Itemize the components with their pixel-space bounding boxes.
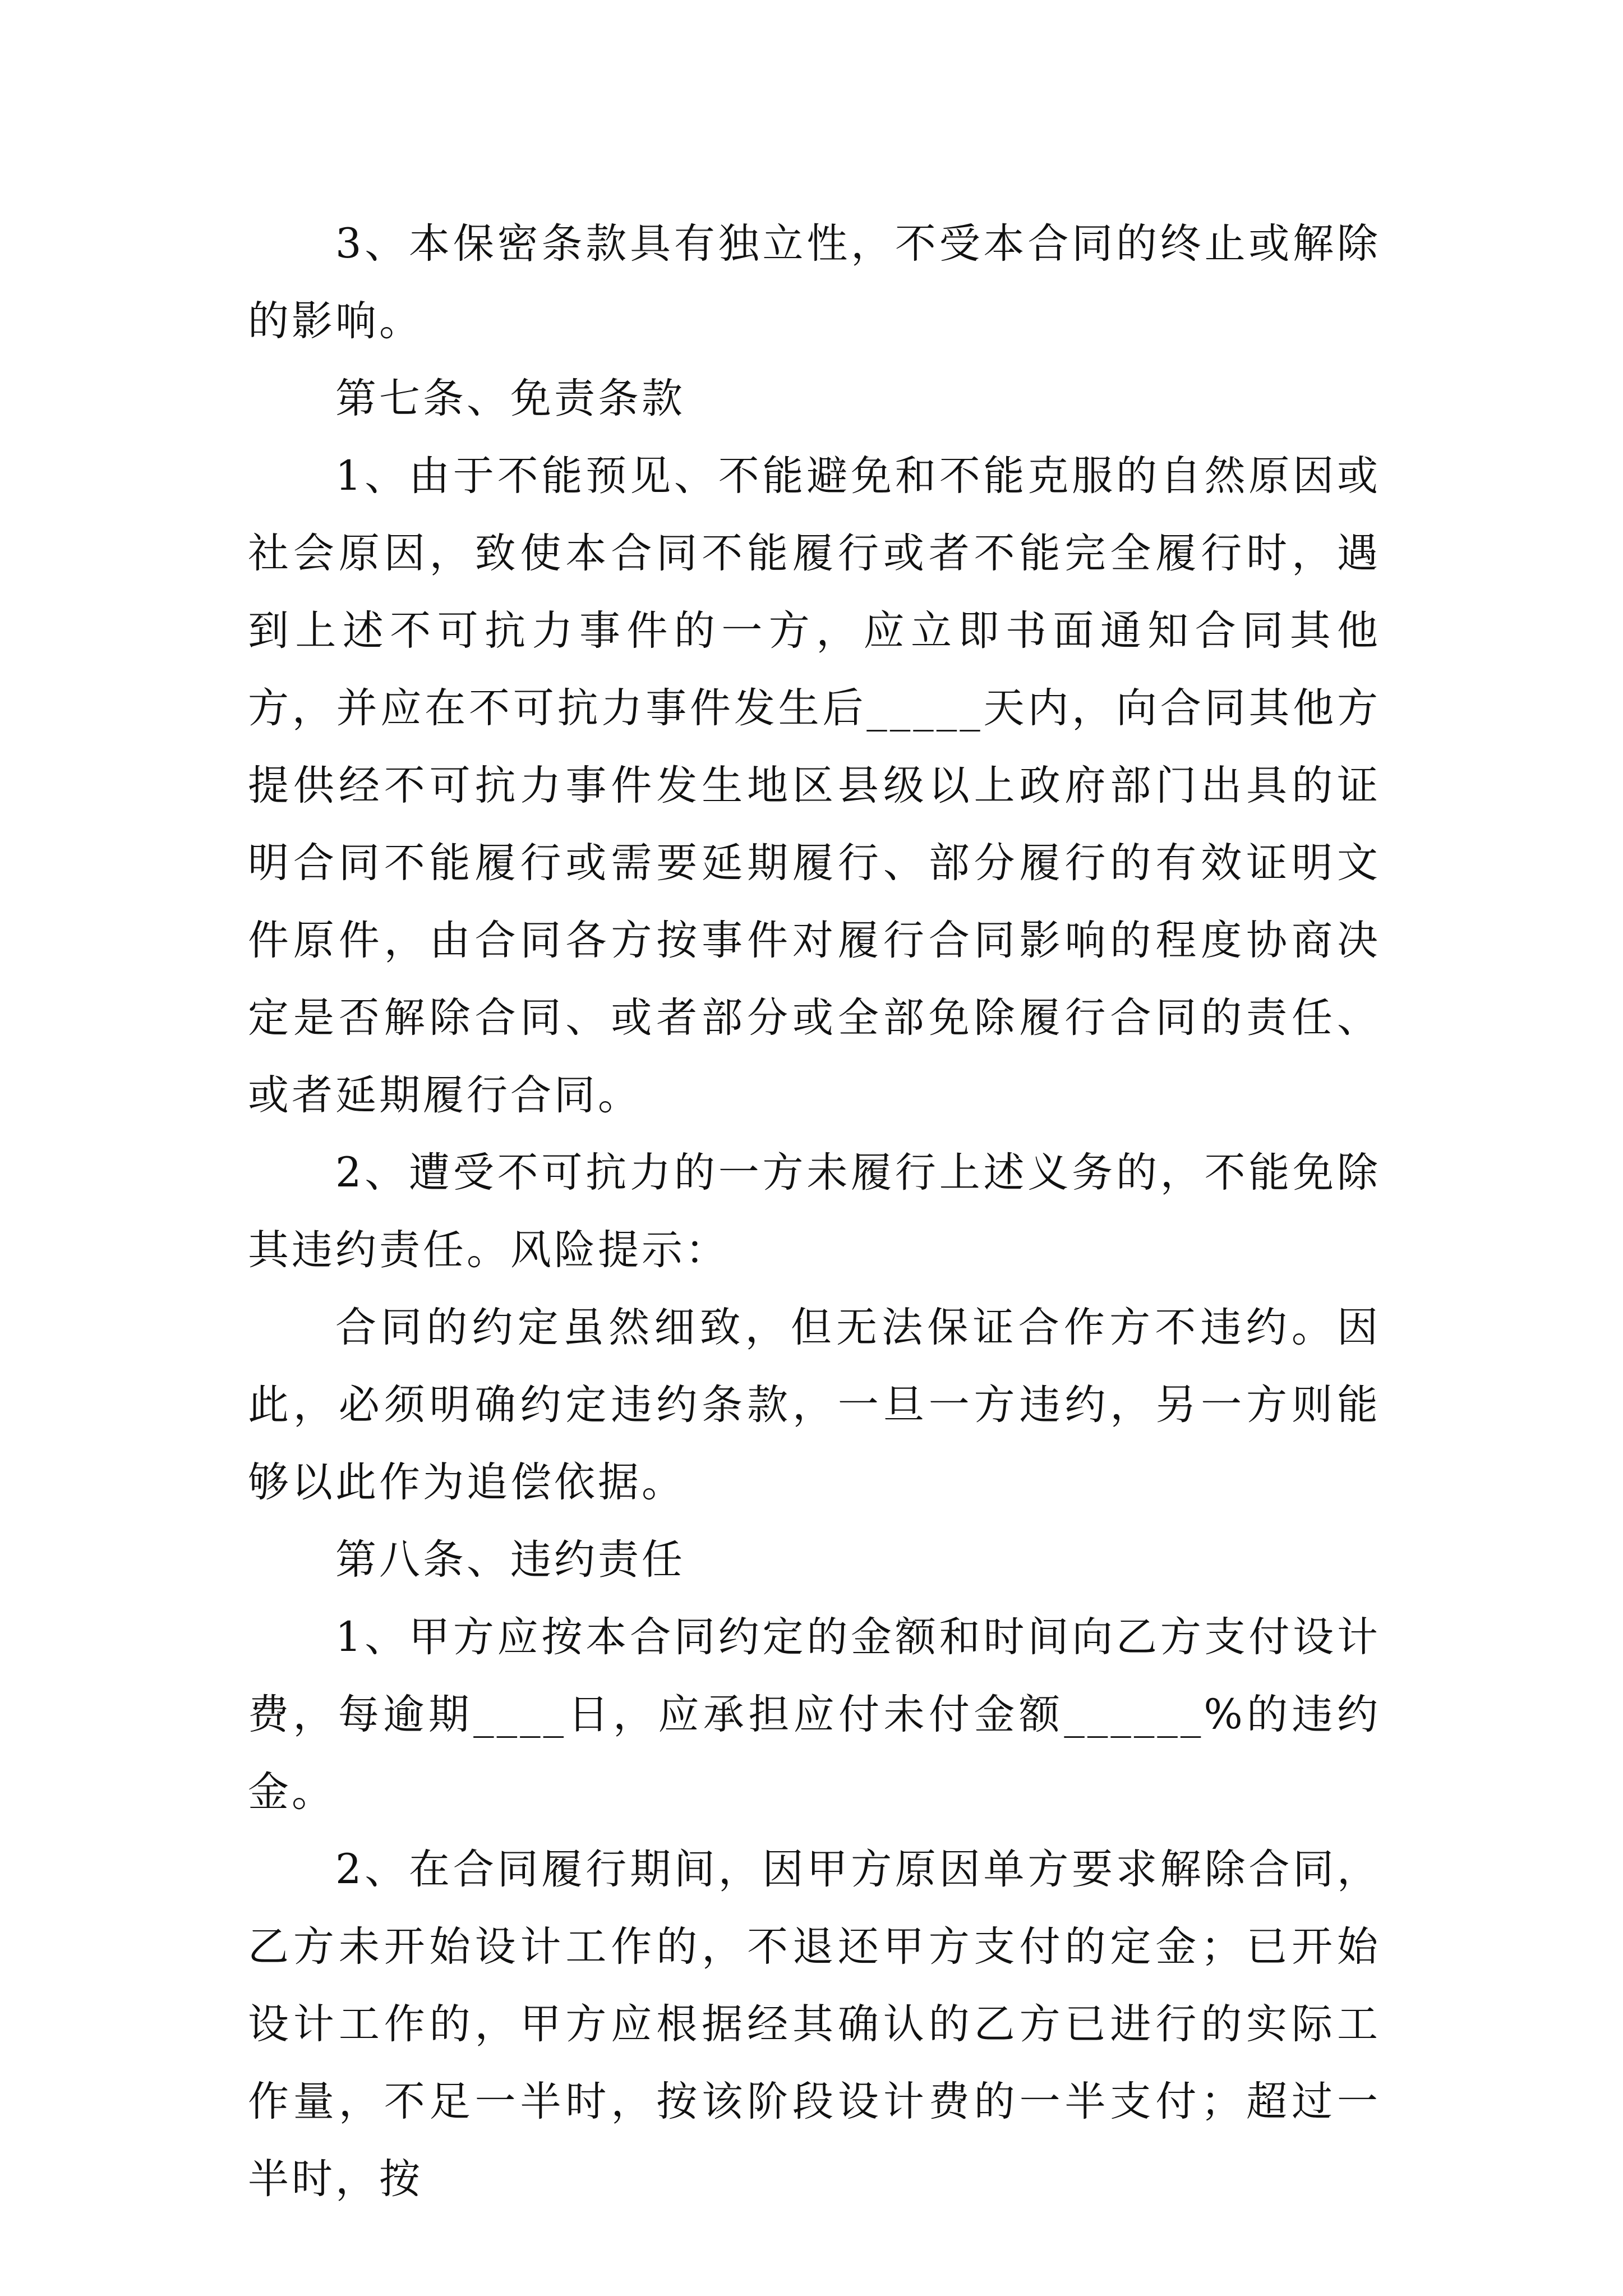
paragraph-force-majeure-1: 1、由于不能预见、不能避免和不能克服的自然原因或社会原因，致使本合同不能履行或者不能完全履行时，遇到上述不可抗力事件的一方，应立即书面通知合同其他方，并应在不可抗力事件发生后_____天内，向合同其他方提供经不可抗力事件发生地区县级以上政府部门出具的证明合同不能履行或需要延期履行、部分履行的有效证明文件原件，由合同各方按事件对履行合同影响的程度协商决定是否解除合同、或者部分或全部免除履行合同的责任、或者延期履行合同。 (248, 452, 1381, 1119)
paragraph-breach-2: 2、在合同履行期间，因甲方原因单方要求解除合同，乙方未开始设计工作的，不退还甲方支付的定金；已开始设计工作的，甲方应根据经其确认的乙方已进行的实际工作量，不足一半时，按该阶段设计费的一半支付；超过一半时，按 (248, 1846, 1381, 2203)
document-body (248, 205, 1381, 2218)
paragraph-confidentiality-clause-3: 3、本保密条款具有独立性，不受本合同的终止或解除的影响。 (248, 220, 1381, 345)
paragraph-breach-1: 1、甲方应按本合同约定的金额和时间向乙方支付设计费，每逾期____日，应承担应付未付金额______%的违约金。 (248, 1613, 1381, 1816)
heading-article-8: 第八条、违约责任 (335, 1536, 685, 1584)
heading-article-7: 第七条、免责条款 (335, 375, 685, 422)
paragraph-force-majeure-2: 2、遭受不可抗力的一方未履行上述义务的，不能免除其违约责任。风险提示： (248, 1149, 1381, 1274)
paragraph-risk-note: 合同的约定虽然细致，但无法保证合作方不违约。因此，必须明确约定违约条款，一旦一方违约，另一方则能够以此作为追偿依据。 (248, 1304, 1381, 1506)
